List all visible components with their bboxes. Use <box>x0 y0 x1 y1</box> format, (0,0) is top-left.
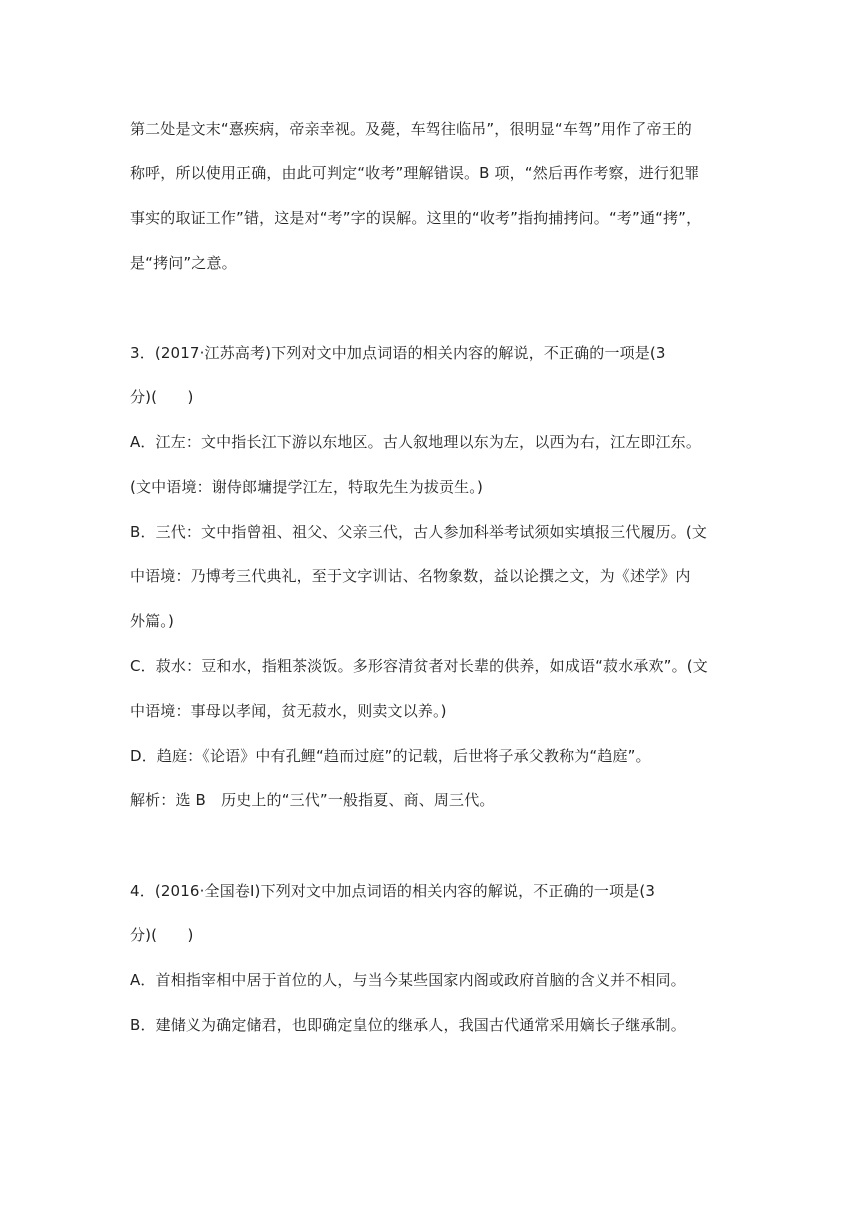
text-line: 事实的取证工作”错，这是对“考”字的误解。这里的“收考”指拘捕拷问。“考”通“拷”， <box>130 209 702 227</box>
question-4-stem: 4．(2016·全国卷Ⅰ)下列对文中加点词语的相关内容的解说，不正确的一项是(3 <box>130 882 656 900</box>
text-line: 称呼，所以使用正确，由此可判定“收考”理解错误。B 项，“然后再作考察，进行犯罪 <box>130 164 700 182</box>
text-line: 中语境：乃博考三代典礼，至于文字训诂、名物象数，益以论撰之文，为《述学》内 <box>130 567 691 585</box>
text-line: 是“拷问”之意。 <box>130 254 237 272</box>
option-b: B．三代：文中指曾祖、祖父、父亲三代，古人参加科举考试须如实填报三代履历。(文 <box>130 523 707 541</box>
text-line: 分)( ) <box>130 926 194 944</box>
text-line: 分)( ) <box>130 388 194 406</box>
text-line: (文中语境：谢侍郎墉提学江左，特取先生为拔贡生。) <box>130 478 483 496</box>
option-d: D．趋庭：《论语》中有孔鲤“趋而过庭”的记载，后世将子承父教称为“趋庭”。 <box>130 747 651 765</box>
option-a: A．首相指宰相中居于首位的人，与当今某些国家内阁或政府首脑的含义并不相同。 <box>130 971 686 989</box>
text-line: 外篇。) <box>130 612 174 630</box>
question-3-stem: 3．(2017·江苏高考)下列对文中加点词语的相关内容的解说，不正确的一项是(3 <box>130 344 666 362</box>
text-line: 第二处是文末“憙疾病，帝亲幸视。及薨，车驾往临吊”，很明显“车驾”用作了帝王的 <box>130 120 692 138</box>
option-b: B．建储义为确定储君，也即确定皇位的继承人，我国古代通常采用嫡长子继承制。 <box>130 1016 686 1034</box>
option-c: C．菽水：豆和水，指粗茶淡饭。多形容清贫者对长辈的供养，如成语“菽水承欢”。(文 <box>130 657 708 675</box>
answer-analysis: 解析：选 B 历史上的“三代”一般指夏、商、周三代。 <box>130 791 495 809</box>
text-line: 中语境：事母以孝闻，贫无菽水，则卖文以养。) <box>130 702 447 720</box>
option-a: A．江左：文中指长江下游以东地区。古人叙地理以东为左，以西为右，江左即江东。 <box>130 433 701 451</box>
